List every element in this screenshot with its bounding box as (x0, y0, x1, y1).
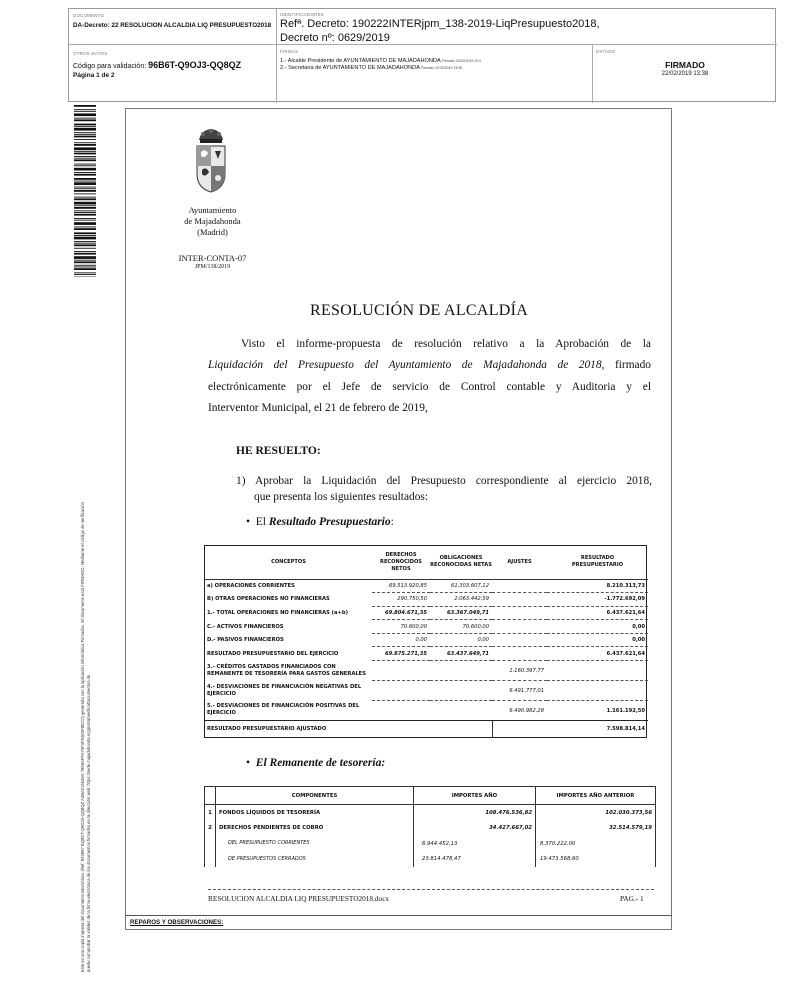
barcode-bar (74, 126, 96, 127)
derechos-cell: 69.513.920,85 (372, 579, 430, 593)
barcode-bar (74, 227, 96, 228)
firma-1: 1.- Alcalde Presidente de AYUNTAMIENTO DE MAJADAHONDA Firmado 22/02/2019 10:0 (280, 58, 482, 64)
barcode-bar (74, 128, 96, 131)
table-header-row (205, 546, 648, 579)
importe-anterior-cell: 32.514.579,19 (536, 820, 656, 836)
table-row (205, 805, 656, 821)
ajustes-cell (492, 606, 547, 620)
firmas-label: FIRMAS (280, 49, 299, 54)
status-date: 22/02/2019 13:38 (661, 71, 709, 77)
row-number (205, 851, 216, 867)
barcode-bar (74, 136, 96, 138)
row-number: 1 (205, 805, 216, 821)
barcode-bar (74, 118, 96, 119)
componente-cell: DERECHOS PENDIENTES DE COBRO (216, 820, 414, 836)
barcode-bar (74, 243, 96, 244)
barcode-bar (74, 241, 96, 242)
barcode-bar (74, 109, 96, 110)
firmas-cell (277, 45, 593, 103)
table-row (205, 836, 656, 852)
barcode-bar (74, 198, 96, 200)
barcode-bar (74, 256, 96, 259)
barcode-bar (74, 244, 96, 246)
ajustes-cell (492, 593, 547, 607)
concepto-cell: a) OPERACIONES CORRIENTES (207, 583, 295, 590)
barcode-bar (74, 190, 96, 192)
barcode-bar (74, 268, 96, 270)
concepto-cell: 4.- DESVIACIONES DE FINANCIACIÓN NEGATIVAS DEL EJERCICIO (207, 683, 362, 697)
table-row (205, 606, 648, 620)
footer-divider (208, 889, 654, 890)
barcode-bar (74, 124, 96, 126)
inter-conta-code: INTER-CONTA-07 (178, 253, 247, 263)
barcode-bar (74, 261, 96, 263)
column-header: OBLIGACIONES RECONOCIDAS NETAS (430, 546, 492, 579)
obligaciones-cell (430, 701, 492, 721)
table-row (205, 620, 648, 634)
barcode-bar (74, 113, 96, 116)
table-total-row (205, 721, 648, 737)
resultado-cell: 1.161.192,50 (547, 701, 648, 721)
ajustes-cell: 6.491.777,01 (492, 681, 547, 701)
derechos-cell: 70.600,00 (372, 620, 430, 634)
reparos-bar (125, 915, 672, 930)
barcode-bar (74, 228, 96, 230)
total-value: 7.598.814,14 (547, 721, 648, 737)
barcode-bar (74, 139, 96, 140)
barcode-bar (74, 260, 96, 261)
barcode-bar (74, 172, 96, 173)
validation-code: 96B6T-Q9OJ3-QQ8QZ (148, 60, 242, 70)
importe-anterior-cell: 102.030.373,56 (536, 805, 656, 821)
derechos-cell (372, 681, 430, 701)
column-header: RESULTADO PRESUPUESTARIO (547, 546, 648, 579)
barcode-bar (74, 158, 96, 159)
barcode-bar (74, 119, 96, 121)
importe-cell (414, 836, 536, 852)
table-row (205, 820, 656, 836)
column-header: IMPORTES AÑO ANTERIOR (536, 787, 656, 805)
resultado-cell: -1.772.692,09 (547, 593, 648, 607)
total-label: RESULTADO PRESUPUESTARIO AJUSTADO (205, 721, 492, 737)
barcode-bar (74, 197, 96, 198)
importe-anterior-cell (536, 836, 656, 852)
barcode-bar (74, 274, 96, 275)
table-row (205, 633, 648, 647)
documento-label: DOCUMENTO (73, 13, 105, 18)
componente-cell: DEL PRESUPUESTO CORRIENTES (216, 836, 414, 852)
sub-importe: 6.944.452,13 (422, 840, 458, 847)
resultado-presupuestario-table (204, 545, 647, 738)
table-header-row (205, 787, 656, 805)
barcode-bar (74, 156, 96, 157)
footer-filename: RESOLUCION ALCALDIA LIQ PRESUPUESTO2018.docx (208, 894, 390, 903)
concepto-cell: 3.- CRÉDITOS GASTADOS FINANCIADOS CON REMANENTE DE TESORERÍA PARA GASTOS GENERALES (207, 663, 366, 677)
obligaciones-cell (430, 681, 492, 701)
table-row (205, 647, 648, 661)
barcode-bar (74, 168, 96, 171)
row-number (205, 836, 216, 852)
resultado-cell: 6.437.621,64 (547, 647, 648, 661)
obligaciones-cell (430, 661, 492, 681)
obligaciones-cell: 0,00 (430, 633, 492, 647)
resultado-cell: 0,00 (547, 633, 648, 647)
concepto-cell: B) OTRAS OPERACIONES NO FINANCIERAS (207, 596, 330, 603)
barcode-bar (74, 248, 96, 249)
importe-cell: 34.427.667,02 (414, 820, 536, 836)
barcode-bar (74, 207, 96, 209)
reparos-label: REPAROS Y OBSERVACIONES: (130, 919, 224, 926)
column-header: DERECHOS RECONOCIDOS NETOS (372, 546, 430, 579)
ajustes-cell: 6.490.982,28 (492, 701, 547, 721)
barcode-bar (74, 272, 96, 273)
derechos-cell: 290.750,50 (372, 593, 430, 607)
side-text-line-2: puede comprobar la validez de la firma electrónica de los documentos firmados en la dirección web: https://sede.majadahonda.org/portal/verificaDocumentos.do (86, 674, 91, 972)
firma-2: 2.- Secretaria de AYUNTAMIENTO DE MAJADAHONDA Firmado 22/02/2019 13:38 (280, 65, 463, 71)
barcode-bar (74, 265, 96, 266)
resultado-cell (547, 661, 648, 681)
barcode-bar (74, 144, 96, 146)
barcode-bar (74, 267, 96, 268)
verification-side-text (80, 282, 92, 972)
sub-importe-anterior: 19.473.568,60 (540, 856, 579, 862)
derechos-cell: 0,00 (372, 633, 430, 647)
ayuntamiento-letterhead: Ayuntamiento de Majadahonda (Madrid) (184, 205, 241, 237)
concepto-cell: D.- PASIVOS FINANCIEROS (207, 637, 284, 644)
column-header: AJUSTES (492, 546, 547, 579)
sub-importe: 23.814.478,47 (422, 856, 461, 862)
derechos-cell (372, 701, 430, 721)
obligaciones-cell: 61.303.607,12 (430, 579, 492, 593)
barcode-bar (74, 151, 96, 152)
ajustes-cell: 1.160.397,77 (492, 661, 547, 681)
codigo-label: Código para validación: (73, 63, 147, 70)
barcode-bar (74, 142, 96, 143)
resultado-cell: 0,00 (547, 620, 648, 634)
barcode-bar (74, 105, 96, 107)
documento-cell (69, 9, 277, 45)
barcode-bar (74, 132, 96, 133)
side-text-line-1: Este es una copia impresa del documento electrónico (Ref: 922897 BQ8ST-Q9OJ3-QQ8QZ A2BA21563A5 7858AFFA75F4F54E3F8EC2) generada con la aplicación informática Firmadoc. El documento está FIRMADO. Mediante el código de verificación (80, 502, 85, 972)
resultado-cell: 6.437.621,64 (547, 606, 648, 620)
row-number: 2 (205, 820, 216, 836)
estado-cell (593, 45, 777, 103)
table-row (205, 851, 656, 867)
page-title: RESOLUCIÓN DE ALCALDÍA (310, 302, 529, 319)
barcode-bar (74, 147, 96, 150)
obligaciones-cell: 2.063.442,59 (430, 593, 492, 607)
table-row (205, 579, 648, 593)
obligaciones-cell: 70.600,00 (430, 620, 492, 634)
he-resuelto-heading: HE RESUELTO: (236, 445, 321, 457)
resultado-cell (547, 681, 648, 701)
otros-datos-cell (69, 45, 277, 103)
barcode-bar (74, 188, 96, 189)
barcode-bar (74, 232, 96, 234)
ajustes-cell (492, 647, 547, 661)
barcode-bar (74, 187, 96, 188)
barcode-bar (74, 193, 96, 194)
barcode-bar (74, 222, 96, 225)
barcode-bar (74, 253, 96, 255)
table-row (205, 701, 648, 721)
coat-of-arms-logo (193, 126, 229, 196)
column-header: COMPONENTES (216, 787, 414, 805)
barcode-bar (74, 182, 96, 185)
componente-cell: DE PRESUPUESTOS CERRADOS (216, 851, 414, 867)
document-header (68, 8, 776, 102)
barcode-bar (74, 178, 96, 180)
barcode-bar (74, 235, 96, 236)
footer-page-number: PAG.- 1 (620, 894, 644, 903)
column-header: CONCEPTOS (205, 546, 372, 579)
table-row (205, 593, 648, 607)
barcode-bar (74, 202, 96, 205)
ajustes-cell (492, 579, 547, 593)
derechos-cell: 69.875.271,35 (372, 647, 430, 661)
table-row (205, 681, 648, 701)
concepto-cell: C.- ACTIVOS FINANCIEROS (207, 623, 284, 630)
barcode-bar (74, 220, 96, 221)
barcode-bar (74, 134, 96, 135)
barcode-bar (74, 111, 96, 112)
otros-datos-label: OTROS DATOS (73, 51, 108, 56)
concepto-cell: RESULTADO PRESUPUESTARIO DEL EJERCICIO (207, 650, 339, 657)
resultado-cell: 8.210.313,73 (547, 579, 648, 593)
column-header: IMPORTES AÑO (414, 787, 536, 805)
concepto-cell: 1.- TOTAL OPERACIONES NO FINANCIERAS (a+b) (207, 609, 348, 616)
status-badge: FIRMADO (665, 60, 705, 70)
resolution-item-1: 1) Aprobar la Liquidación del Presupuesto correspondiente al ejercicio 2018, que presenta los siguientes resultados: (236, 475, 652, 503)
derechos-cell (372, 661, 430, 681)
documento-text: DA-Decreto: 22 RESOLUCION ALCALDIA LIQ PRESUPUESTO2018 (73, 22, 272, 29)
identificadores-label: IDENTIFICADORES (280, 12, 325, 17)
componente-cell: FONDOS LÍQUIDOS DE TESORERÍA (216, 805, 414, 821)
barcode-bar (74, 164, 96, 165)
obligaciones-cell: 63.437.649,71 (430, 647, 492, 661)
barcode-bar (74, 214, 96, 216)
barcode-bar (74, 181, 96, 182)
ajustes-cell (492, 633, 547, 647)
identificadores-cell (277, 9, 777, 45)
barcode-bar (74, 159, 96, 161)
concepto-cell: 5.- DESVIACIONES DE FINANCIACIÓN POSITIVAS DEL EJERCICIO (207, 703, 360, 717)
obligaciones-cell: 63.367.049,71 (430, 606, 492, 620)
importe-cell: 108.476.536,82 (414, 805, 536, 821)
barcode (74, 105, 96, 277)
bullet-remanente-tesoreria: • El Remanente de tesorería: (246, 757, 386, 769)
barcode-bar (74, 210, 96, 211)
derechos-cell: 69.804.671,35 (372, 606, 430, 620)
barcode-bar (74, 153, 96, 155)
importe-cell (414, 851, 536, 867)
barcode-bar (74, 218, 96, 219)
decreto-reference: Refª. Decreto: 190222INTERjpm_138-2019-LiqPresupuesto2018, (280, 18, 600, 30)
remanente-tesoreria-table (204, 786, 655, 867)
decreto-number: Decreto nº: 0629/2019 (280, 32, 390, 44)
bullet-resultado-presupuestario: • El Resultado Presupuestario: (246, 516, 394, 528)
importe-anterior-cell (536, 851, 656, 867)
table-row (205, 661, 648, 681)
ajustes-cell (492, 620, 547, 634)
barcode-bar (74, 174, 96, 176)
barcode-bar (74, 205, 96, 206)
estado-label: ESTADO (596, 49, 616, 54)
barcode-bar (74, 165, 96, 166)
barcode-bar (74, 212, 96, 213)
page-count: Página 1 de 2 (73, 72, 115, 79)
sub-importe-anterior: 8.370.222,00 (540, 840, 576, 847)
barcode-bar (74, 237, 96, 240)
jpm-reference: JPM/138/2019 (194, 264, 231, 270)
barcode-bar (74, 251, 96, 252)
visto-paragraph: Visto el informe-propuesta de resolución relativo a la Aprobación de la Liquidación del Presupuesto del Ayuntamiento de Majadahonda de 2018, firmado electrónicamente por el Jefe de servicio de Control contable y Auditoria y el Interventor Municipal, el 21 de febrero de 2019, (208, 338, 651, 415)
